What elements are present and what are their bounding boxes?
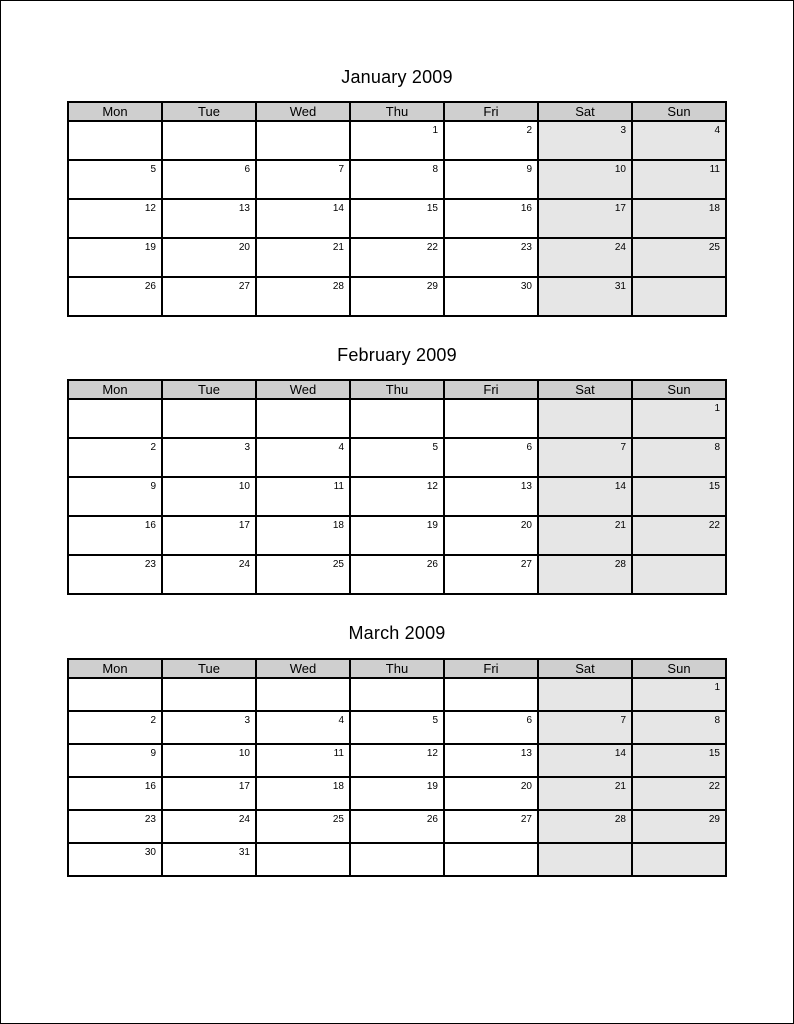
weekend-day-cell: 11 bbox=[632, 160, 726, 199]
day-cell bbox=[444, 678, 538, 711]
weekend-day-cell: 8 bbox=[632, 438, 726, 477]
weekend-day-cell bbox=[632, 277, 726, 316]
week-row bbox=[68, 678, 726, 711]
week-row bbox=[68, 277, 726, 316]
day-cell: 13 bbox=[162, 199, 256, 238]
weekday-header-fri: Fri bbox=[444, 659, 538, 678]
day-cell bbox=[256, 678, 350, 711]
day-cell: 5 bbox=[350, 711, 444, 744]
day-cell: 2 bbox=[68, 711, 162, 744]
day-cell bbox=[350, 678, 444, 711]
day-cell: 26 bbox=[350, 555, 444, 594]
week-row bbox=[68, 238, 726, 277]
weekday-header-row bbox=[68, 102, 726, 121]
day-cell: 14 bbox=[256, 199, 350, 238]
day-cell: 6 bbox=[444, 438, 538, 477]
day-cell: 22 bbox=[350, 238, 444, 277]
weekend-day-cell: 29 bbox=[632, 810, 726, 843]
weekend-day-cell: 21 bbox=[538, 516, 632, 555]
day-cell: 8 bbox=[350, 160, 444, 199]
weekend-day-cell: 15 bbox=[632, 744, 726, 777]
day-cell: 24 bbox=[162, 810, 256, 843]
weekday-header-sun: Sun bbox=[632, 102, 726, 121]
weekday-header-thu: Thu bbox=[350, 102, 444, 121]
day-cell: 12 bbox=[350, 477, 444, 516]
weekday-header-fri: Fri bbox=[444, 380, 538, 399]
day-cell: 19 bbox=[68, 238, 162, 277]
weekend-day-cell: 21 bbox=[538, 777, 632, 810]
weekday-header-mon: Mon bbox=[68, 102, 162, 121]
day-cell bbox=[256, 843, 350, 876]
day-cell: 23 bbox=[68, 810, 162, 843]
weekday-header-wed: Wed bbox=[256, 659, 350, 678]
day-cell: 27 bbox=[444, 810, 538, 843]
day-cell: 16 bbox=[68, 516, 162, 555]
weekend-day-cell bbox=[538, 399, 632, 438]
weekend-day-cell: 4 bbox=[632, 121, 726, 160]
weekend-day-cell bbox=[538, 678, 632, 711]
day-cell: 3 bbox=[162, 711, 256, 744]
day-cell: 6 bbox=[162, 160, 256, 199]
day-cell: 20 bbox=[444, 516, 538, 555]
week-row bbox=[68, 516, 726, 555]
weekend-day-cell: 7 bbox=[538, 438, 632, 477]
day-cell: 23 bbox=[444, 238, 538, 277]
day-cell: 26 bbox=[68, 277, 162, 316]
day-cell: 16 bbox=[68, 777, 162, 810]
day-cell: 31 bbox=[162, 843, 256, 876]
weekday-header-sat: Sat bbox=[538, 102, 632, 121]
day-cell: 1 bbox=[350, 121, 444, 160]
weekend-day-cell: 28 bbox=[538, 555, 632, 594]
day-cell: 19 bbox=[350, 777, 444, 810]
day-cell: 12 bbox=[350, 744, 444, 777]
week-row bbox=[68, 477, 726, 516]
day-cell: 11 bbox=[256, 477, 350, 516]
day-cell: 25 bbox=[256, 555, 350, 594]
day-cell bbox=[350, 843, 444, 876]
day-cell: 9 bbox=[444, 160, 538, 199]
weekday-header-row bbox=[68, 380, 726, 399]
week-row bbox=[68, 199, 726, 238]
weekday-header-tue: Tue bbox=[162, 380, 256, 399]
day-cell: 11 bbox=[256, 744, 350, 777]
day-cell bbox=[162, 399, 256, 438]
day-cell: 21 bbox=[256, 238, 350, 277]
day-cell: 13 bbox=[444, 477, 538, 516]
day-cell: 4 bbox=[256, 711, 350, 744]
day-cell bbox=[256, 399, 350, 438]
day-cell: 27 bbox=[444, 555, 538, 594]
week-row bbox=[68, 399, 726, 438]
day-cell: 6 bbox=[444, 711, 538, 744]
day-cell: 10 bbox=[162, 744, 256, 777]
day-cell: 23 bbox=[68, 555, 162, 594]
day-cell: 28 bbox=[256, 277, 350, 316]
day-cell: 25 bbox=[256, 810, 350, 843]
day-cell: 5 bbox=[350, 438, 444, 477]
weekday-header-wed: Wed bbox=[256, 102, 350, 121]
weekday-header-sat: Sat bbox=[538, 659, 632, 678]
month-title-january: January 2009 bbox=[341, 67, 453, 87]
weekday-header-sun: Sun bbox=[632, 380, 726, 399]
weekend-day-cell: 10 bbox=[538, 160, 632, 199]
day-cell: 3 bbox=[162, 438, 256, 477]
day-cell: 17 bbox=[162, 777, 256, 810]
weekday-header-tue: Tue bbox=[162, 659, 256, 678]
day-cell: 30 bbox=[68, 843, 162, 876]
day-cell: 5 bbox=[68, 160, 162, 199]
weekend-day-cell: 3 bbox=[538, 121, 632, 160]
weekday-header-mon: Mon bbox=[68, 659, 162, 678]
weekend-day-cell: 22 bbox=[632, 516, 726, 555]
month-title-march: March 2009 bbox=[348, 623, 446, 643]
week-row bbox=[68, 843, 726, 876]
day-cell bbox=[68, 399, 162, 438]
week-row bbox=[68, 121, 726, 160]
weekend-day-cell bbox=[632, 843, 726, 876]
day-cell: 20 bbox=[162, 238, 256, 277]
day-cell bbox=[444, 399, 538, 438]
day-cell bbox=[68, 678, 162, 711]
week-row bbox=[68, 744, 726, 777]
weekday-header-fri: Fri bbox=[444, 102, 538, 121]
day-cell: 27 bbox=[162, 277, 256, 316]
weekend-day-cell: 18 bbox=[632, 199, 726, 238]
calendar-february bbox=[67, 379, 727, 595]
calendar-january bbox=[67, 101, 727, 317]
day-cell: 12 bbox=[68, 199, 162, 238]
weekend-day-cell: 14 bbox=[538, 477, 632, 516]
weekday-header-thu: Thu bbox=[350, 659, 444, 678]
day-cell: 2 bbox=[68, 438, 162, 477]
weekend-day-cell: 1 bbox=[632, 678, 726, 711]
weekend-day-cell bbox=[632, 555, 726, 594]
day-cell: 4 bbox=[256, 438, 350, 477]
day-cell bbox=[444, 843, 538, 876]
week-row bbox=[68, 777, 726, 810]
week-row bbox=[68, 160, 726, 199]
day-cell: 18 bbox=[256, 516, 350, 555]
day-cell: 2 bbox=[444, 121, 538, 160]
weekday-header-tue: Tue bbox=[162, 102, 256, 121]
day-cell: 10 bbox=[162, 477, 256, 516]
weekend-day-cell: 28 bbox=[538, 810, 632, 843]
day-cell bbox=[162, 678, 256, 711]
weekend-day-cell: 24 bbox=[538, 238, 632, 277]
weekday-header-row bbox=[68, 659, 726, 678]
weekday-header-sat: Sat bbox=[538, 380, 632, 399]
week-row bbox=[68, 555, 726, 594]
day-cell: 9 bbox=[68, 477, 162, 516]
weekend-day-cell bbox=[538, 843, 632, 876]
day-cell: 7 bbox=[256, 160, 350, 199]
month-title-february: February 2009 bbox=[337, 345, 457, 365]
weekend-day-cell: 15 bbox=[632, 477, 726, 516]
day-cell: 20 bbox=[444, 777, 538, 810]
weekday-header-thu: Thu bbox=[350, 380, 444, 399]
weekend-day-cell: 25 bbox=[632, 238, 726, 277]
day-cell bbox=[162, 121, 256, 160]
weekend-day-cell: 17 bbox=[538, 199, 632, 238]
day-cell bbox=[350, 399, 444, 438]
day-cell: 15 bbox=[350, 199, 444, 238]
day-cell: 9 bbox=[68, 744, 162, 777]
weekday-header-sun: Sun bbox=[632, 659, 726, 678]
weekend-day-cell: 22 bbox=[632, 777, 726, 810]
day-cell bbox=[256, 121, 350, 160]
day-cell: 17 bbox=[162, 516, 256, 555]
day-cell: 13 bbox=[444, 744, 538, 777]
weekend-day-cell: 1 bbox=[632, 399, 726, 438]
calendar-march bbox=[67, 658, 727, 877]
day-cell: 19 bbox=[350, 516, 444, 555]
day-cell: 29 bbox=[350, 277, 444, 316]
week-row bbox=[68, 711, 726, 744]
day-cell: 16 bbox=[444, 199, 538, 238]
weekend-day-cell: 8 bbox=[632, 711, 726, 744]
week-row bbox=[68, 810, 726, 843]
day-cell: 30 bbox=[444, 277, 538, 316]
weekend-day-cell: 14 bbox=[538, 744, 632, 777]
day-cell: 24 bbox=[162, 555, 256, 594]
week-row bbox=[68, 438, 726, 477]
weekday-header-mon: Mon bbox=[68, 380, 162, 399]
day-cell bbox=[68, 121, 162, 160]
weekend-day-cell: 31 bbox=[538, 277, 632, 316]
day-cell: 26 bbox=[350, 810, 444, 843]
weekend-day-cell: 7 bbox=[538, 711, 632, 744]
day-cell: 18 bbox=[256, 777, 350, 810]
weekday-header-wed: Wed bbox=[256, 380, 350, 399]
